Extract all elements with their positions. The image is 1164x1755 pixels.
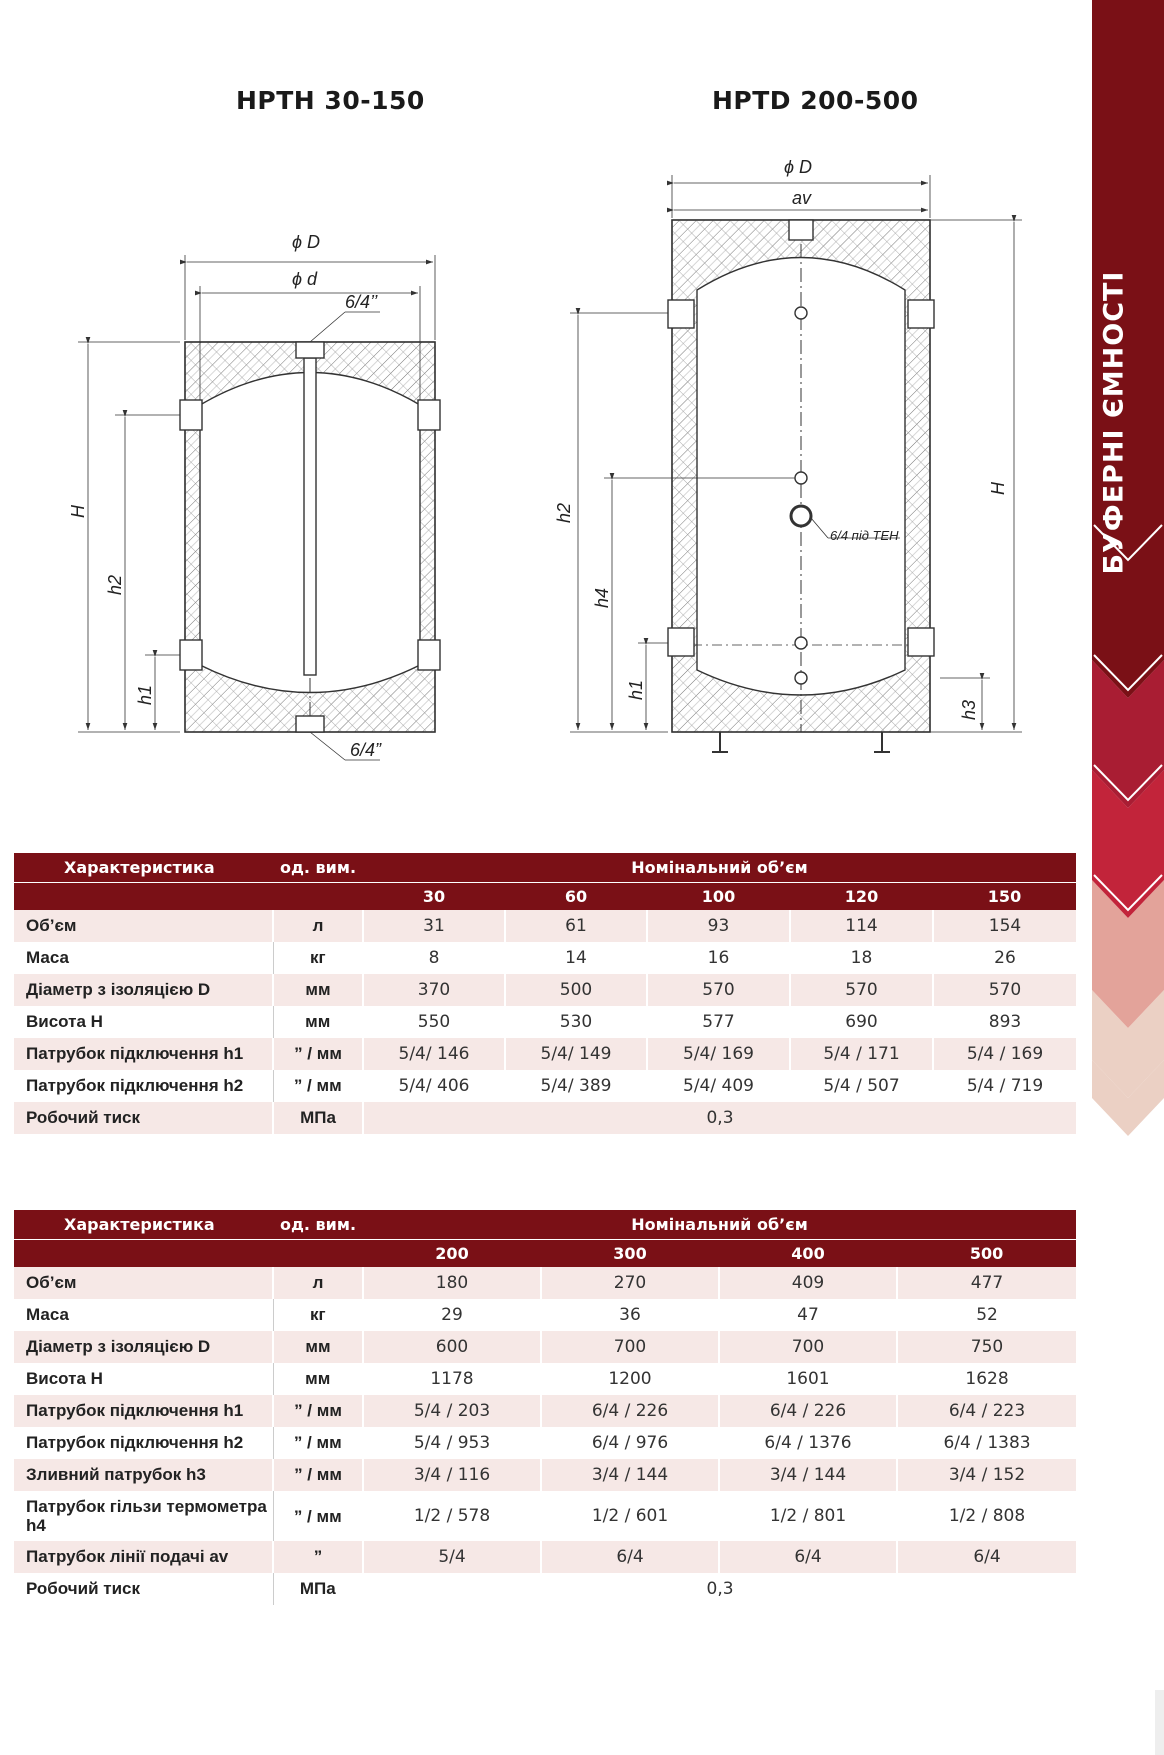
volume-header: 200 xyxy=(363,1240,541,1268)
label-h2-left: h2 xyxy=(105,574,125,595)
header-char: Характеристика xyxy=(14,1210,273,1240)
drawing-hptd xyxy=(570,175,1022,752)
header-unit: од. вим. xyxy=(273,1210,363,1240)
label-h1-right: h1 xyxy=(626,679,646,700)
table-row: Маса кг 29 36 47 52 xyxy=(14,1299,1076,1331)
table-row-pressure: Робочий тиск МПа 0,3 xyxy=(14,1573,1076,1605)
volume-header: 60 xyxy=(505,883,647,911)
label-H-right: H xyxy=(988,482,1008,495)
label-pipe-bottom: 6/4” xyxy=(350,740,382,760)
table-row: Діаметр з ізоляцією D мм 370 500 570 570 570 xyxy=(14,974,1076,1006)
table-row: Об’єм л 180 270 409 477 xyxy=(14,1267,1076,1299)
table-row: Патрубок підключення h2 ” / мм 5/4 / 953 6/4 / 976 6/4 / 1376 6/4 / 1383 xyxy=(14,1427,1076,1459)
table-row: Маса кг 8 14 16 18 26 xyxy=(14,942,1076,974)
table-row: Висота H мм 550 530 577 690 893 xyxy=(14,1006,1076,1038)
technical-drawings xyxy=(0,140,1080,780)
table-row: Діаметр з ізоляцією D мм 600 700 700 750 xyxy=(14,1331,1076,1363)
table-row: Патрубок лінії подачі av ” 5/4 6/4 6/4 6/4 xyxy=(14,1541,1076,1573)
volume-header: 150 xyxy=(933,883,1076,911)
drawing-hpth xyxy=(78,255,440,760)
header-nominal: Номінальний об’єм xyxy=(363,1210,1076,1240)
label-pipe-top: 6/4’’ xyxy=(345,292,378,312)
title-hptd: HPTD 200-500 xyxy=(712,86,919,115)
label-phiD-left: ϕ D xyxy=(292,232,321,252)
table-row-pressure: Робочий тиск МПа 0,3 xyxy=(14,1102,1076,1134)
title-hpth: HPTH 30-150 xyxy=(236,86,425,115)
table-row: Зливний патрубок h3 ” / мм 3/4 / 116 3/4 / 144 3/4 / 144 3/4 / 152 xyxy=(14,1459,1076,1491)
header-nominal: Номінальний об’єм xyxy=(363,853,1076,883)
label-H-left: H xyxy=(68,505,88,518)
label-av: av xyxy=(792,188,812,208)
table-row: Патрубок підключення h1 ” / мм 5/4/ 146 5/4/ 149 5/4/ 169 5/4 / 171 5/4 / 169 xyxy=(14,1038,1076,1070)
table-row: Патрубок гільзи термометра h4 ” / мм 1/2 / 578 1/2 / 601 1/2 / 801 1/2 / 808 xyxy=(14,1491,1076,1541)
table-row: Патрубок підключення h1 ” / мм 5/4 / 203 6/4 / 226 6/4 / 226 6/4 / 223 xyxy=(14,1395,1076,1427)
table-row: Висота H мм 1178 1200 1601 1628 xyxy=(14,1363,1076,1395)
volume-header: 120 xyxy=(790,883,933,911)
label-phiD-right: ϕ D xyxy=(784,157,813,177)
spec-table-hptd xyxy=(14,1210,1076,1605)
label-ten: 6/4 під ТЕН xyxy=(830,528,899,543)
volume-header: 30 xyxy=(363,883,505,911)
label-h1-left: h1 xyxy=(135,684,155,705)
volume-header: 500 xyxy=(897,1240,1076,1268)
table-row: Об’єм л 31 61 93 114 154 xyxy=(14,910,1076,942)
header-unit: од. вим. xyxy=(273,853,363,883)
label-h3: h3 xyxy=(959,699,979,720)
spec-table-hpth xyxy=(14,853,1076,1134)
header-char: Характеристика xyxy=(14,853,273,883)
label-h4: h4 xyxy=(592,587,612,608)
label-phid-left: ϕ d xyxy=(292,269,318,289)
table-row: Патрубок підключення h2 ” / мм 5/4/ 406 5/4/ 389 5/4/ 409 5/4 / 507 5/4 / 719 xyxy=(14,1070,1076,1102)
volume-header: 100 xyxy=(647,883,790,911)
volume-header: 300 xyxy=(541,1240,719,1268)
volume-header: 400 xyxy=(719,1240,897,1268)
label-h2-right: h2 xyxy=(554,502,574,523)
